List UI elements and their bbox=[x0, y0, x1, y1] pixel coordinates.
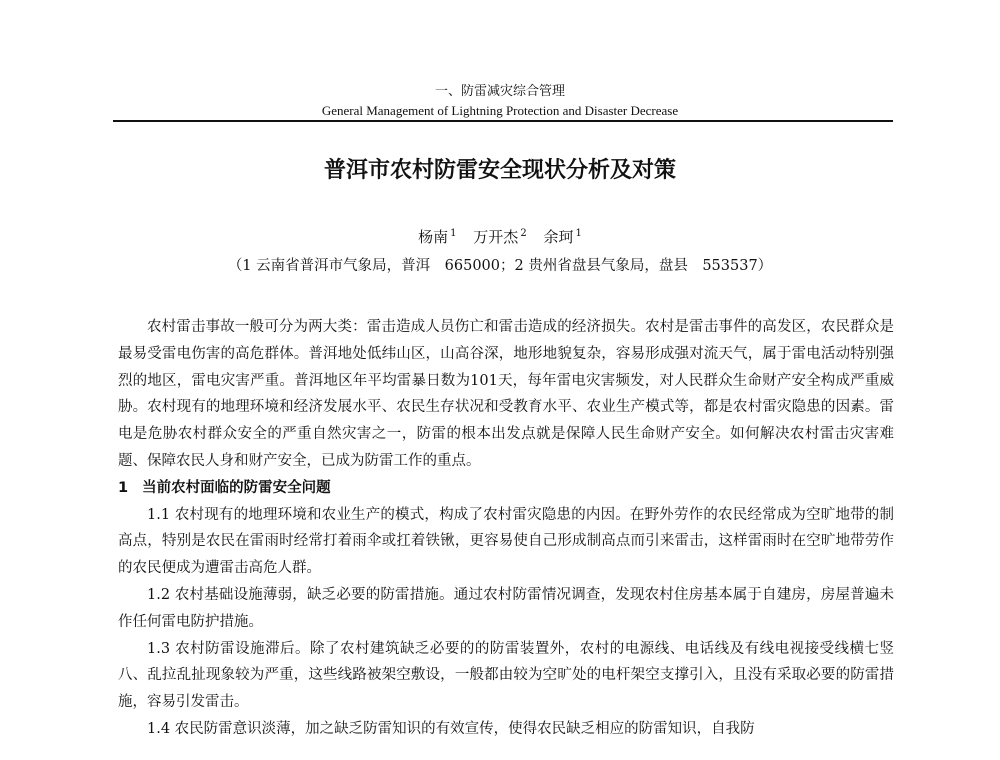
body-text bbox=[118, 314, 894, 743]
paragraph-1-4: 1.4 农民防雷意识淡薄，加之缺乏防雷知识的有效宣传，使得农民缺乏相应的防雷知识，自我防 bbox=[147, 720, 755, 737]
paragraph-1-3: 1.3 农村防雷设施滞后。除了农村建筑缺乏必要的的防雷装置外，农村的电源线、电话线及有线电视接受线横七竖八、乱拉乱扯现象较为严重，这些线路被架空敷设，一般都由较为空旷处的电杆架空支撑引入，且没有采取必要的防雷措施，容易引发雷击。 bbox=[118, 640, 894, 711]
author bbox=[473, 228, 526, 246]
running-header-english: General Management of Lightning Protection and Disaster Decrease bbox=[321, 103, 679, 118]
section-heading bbox=[118, 475, 894, 502]
paper-title: 普洱市农村防雷安全现状分析及对策 bbox=[323, 158, 676, 183]
section-number: 1 bbox=[118, 479, 129, 496]
author bbox=[418, 228, 456, 246]
affiliation-line: （1 云南省普洱市气象局，普洱 665000；2 贵州省盘县气象局，盘县 553537） bbox=[227, 258, 773, 274]
author-name: 杨南 bbox=[418, 228, 449, 246]
paragraph-1-1: 1.1 农村现有的地理环境和农业生产的模式，构成了农村雷灾隐患的内因。在野外劳作的农民经常成为空旷地带的制高点，特别是农民在雷雨时经常打着雨伞或扛着铁锹，更容易使自己形成制高点而引来雷击，这样雷雨时在空旷地带劳作的农民便成为遭雷击高危人群。 bbox=[118, 506, 894, 577]
running-header-chinese: 一、防雷减灾综合管理 bbox=[434, 84, 565, 99]
intro-paragraph: 农村雷击事故一般可分为两大类：雷击造成人员伤亡和雷击造成的经济损失。农村是雷击事件的高发区，农民群众是最易受雷电伤害的高危群体。普洱地处低纬山区，山高谷深，地形地貌复杂，容易形成强对流天气，属于雷电活动特别强烈的地区，雷电灾害严重。普洱地区年平均雷暴日数为101天，每年雷电灾害频发，对人民群众生命财产安全构成严重威胁。农村现有的地理环境和经济发展水平、农民生存状况和受教育水平、农业生产模式等，都是农村雷灾隐患的因素。雷电是危胁农村群众安全的严重自然灾害之一，防雷的根本出发点就是保障人民生命财产安全。如何解决农村雷击灾害难题、保障农民人身和财产安全，已成为防雷工作的重点。 bbox=[118, 319, 894, 469]
author-affiliation-mark: 1 bbox=[450, 228, 457, 239]
section-title: 当前农村面临的防雷安全问题 bbox=[142, 479, 331, 496]
author-name: 万开杰 bbox=[473, 228, 519, 246]
author-affiliation-mark: 1 bbox=[575, 228, 582, 239]
header-divider bbox=[113, 120, 893, 122]
author-affiliation-mark: 2 bbox=[520, 228, 527, 239]
author-name: 余珂 bbox=[543, 228, 574, 246]
author bbox=[543, 228, 581, 246]
author-list bbox=[0, 224, 1000, 247]
paragraph-1-2: 1.2 农村基础设施薄弱，缺乏必要的防雷措施。通过农村防雷情况调查，发现农村住房基本属于自建房，房屋普遍未作任何雷电防护措施。 bbox=[118, 586, 894, 630]
